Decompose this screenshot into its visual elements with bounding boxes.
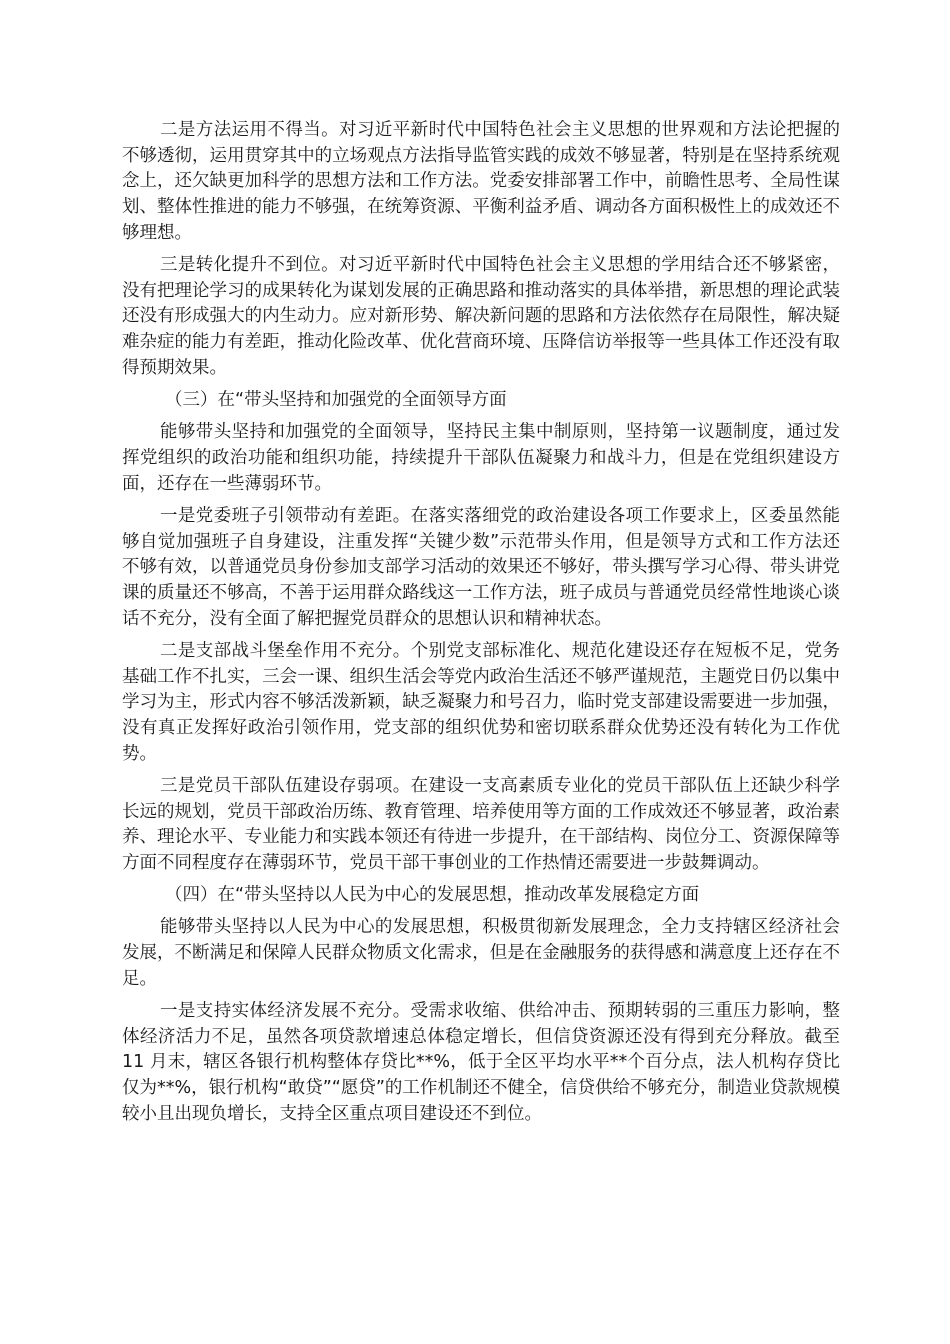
paragraph-cadre-team: 三是党员干部队伍建设存弱项。在建设一支高素质专业化的党员干部队伍上还缺少科学长远的规划，党员干部政治历练、教育管理、培养使用等方面的工作成效还不够显著，政治素养、理论水平、专业能力和实践本领还有待进一步提升，在干部结构、岗位分工、资源保障等方面不同程度存在薄弱环节，党员干部干事创业的工作热情还需要进一步鼓舞调动。 <box>122 775 840 873</box>
paragraph-real-economy: 一是支持实体经济发展不充分。受需求收缩、供给冲击、预期转弱的三重压力影响，整体经济活力不足，虽然各项贷款增速总体稳定增长，但信贷资源还没有得到充分释放。截至 11 月末，辖区各银行机构整体存贷比**%，低于全区平均水平**个百分点，法人机构存贷比仅为**%，银行机构“敢贷”“愿贷”的工作机制还不健全，信贷供给不够充分，制造业贷款规模较小且出现负增长，支持全区重点项目建设还不到位。 <box>122 1001 840 1124</box>
paragraph-committee-leadership: 一是党委班子引领带动有差距。在落实落细党的政治建设各项工作要求上，区委虽然能够自觉加强班子自身建设，注重发挥“关键少数”示范带头作用，但是领导方式和工作方法还不够有效，以普通党员身份参加支部学习活动的效果还不够好，带头撰写学习心得、带头讲党课的质量还不够高，不善于运用群众路线这一工作方法，班子成员与普通党员经常性地谈心谈话不充分，没有全面了解把握党员群众的思想认识和精神状态。 <box>122 505 840 629</box>
section-heading-4: （四）在“带头坚持以人民为中心的发展思想，推动改革发展稳定方面 <box>165 885 700 906</box>
document-page <box>122 118 840 1134</box>
paragraph-party-leadership-intro: 能够带头坚持和加强党的全面领导，坚持民主集中制原则，坚持第一议题制度，通过发挥党组织的政治功能和组织功能，持续提升干部队伍凝聚力和战斗力，但是在党组织建设方面，还存在一些薄弱环节。 <box>122 422 840 494</box>
paragraph-people-centered-intro: 能够带头坚持以人民为中心的发展思想，积极贯彻新发展理念，全力支持辖区经济社会发展，不断满足和保障人民群众物质文化需求，但是在金融服务的获得感和满意度上还存在不足。 <box>122 917 840 989</box>
paragraph-branch-role: 二是支部战斗堡垒作用不充分。个别党支部标准化、规范化建设还存在短板不足，党务基础工作不扎实，三会一课、组织生活会等党内政治生活还不够严谨规范，主题党日仍以集中学习为主，形式内容不够活泼新颖，缺乏凝聚力和号召力，临时党支部建设需要进一步加强，没有真正发挥好政治引领作用，党支部的组织优势和密切联系群众优势还没有转化为工作优势。 <box>122 640 840 764</box>
paragraph-transformation: 三是转化提升不到位。对习近平新时代中国特色社会主义思想的学用结合还不够紧密，没有把理论学习的成果转化为谋划发展的正确思路和推动落实的具体举措，新思想的理论武装还没有形成强大的内生动力。应对新形势、解决新问题的思路和方法依然存在局限性，解决疑难杂症的能力有差距，推动化险改革、优化营商环境、压降信访举报等一些具体工作还没有取得预期效果。 <box>122 255 840 378</box>
section-heading-3: （三）在“带头坚持和加强党的全面领导方面 <box>165 390 507 411</box>
paragraph-method-application: 二是方法运用不得当。对习近平新时代中国特色社会主义思想的世界观和方法论把握的不够透彻，运用贯穿其中的立场观点方法指导监管实践的成效不够显著，特别是在坚持系统观念上，还欠缺更加科学的思想方法和工作方法。党委安排部署工作中，前瞻性思考、全局性谋划、整体性推进的能力不够强，在统筹资源、平衡利益矛盾、调动各方面积极性上的成效还不够理想。 <box>122 120 840 243</box>
